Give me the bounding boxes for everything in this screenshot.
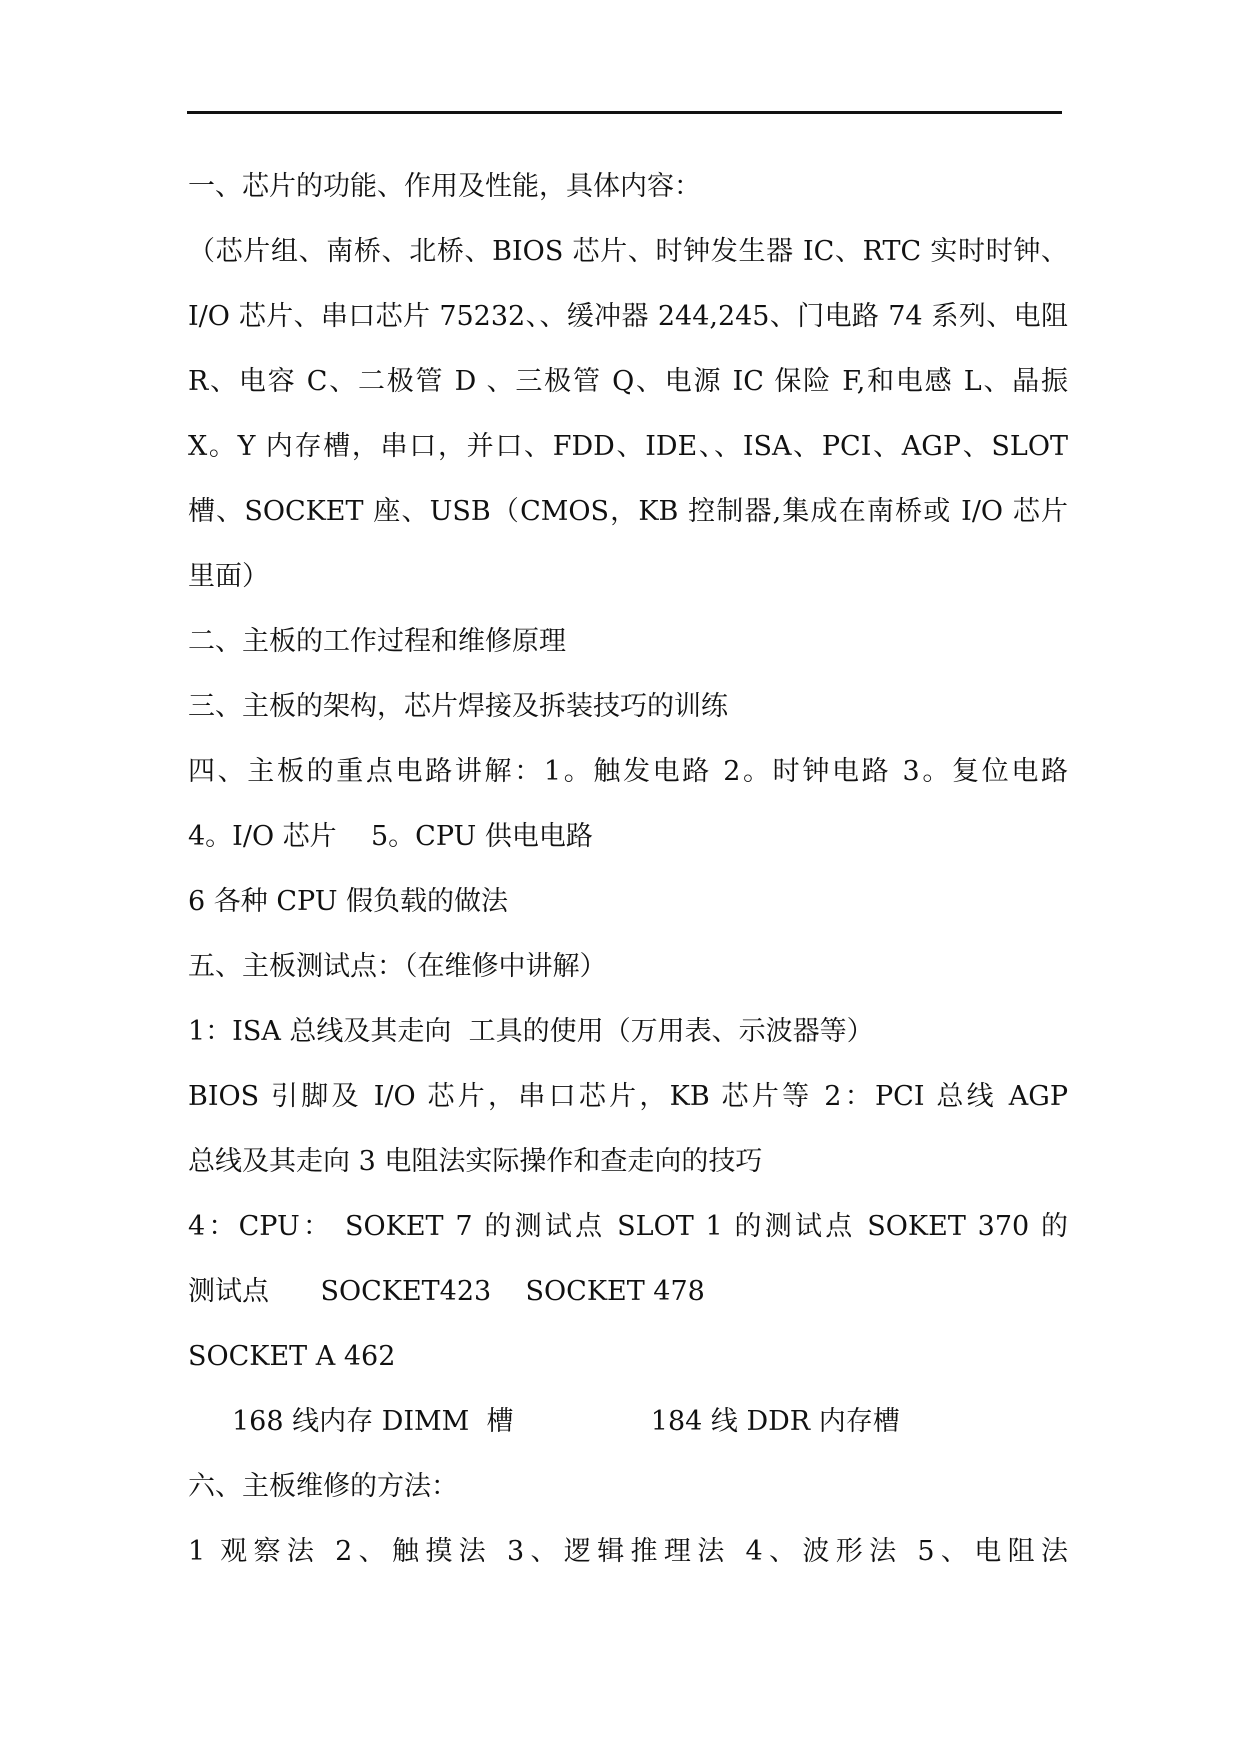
paragraph-line: 4。I/O 芯片 5。CPU 供电电路 — [188, 821, 593, 852]
section-5-heading: 五、主板测试点：（在维修中讲解） — [188, 951, 607, 982]
section-1-heading: 一、芯片的功能、作用及性能，具体内容： — [188, 171, 701, 202]
paragraph-line: SOCKET A 462 — [188, 1341, 396, 1372]
section-6-heading: 六、主板维修的方法： — [188, 1471, 458, 1502]
section-4-heading: 四、主板的重点电路讲解：1。触发电路 2。时钟电路 3。复位电路 — [188, 756, 1068, 787]
header-rule — [187, 111, 1062, 114]
paragraph-line: I/O 芯片、串口芯片 75232、、缓冲器 244,245、门电路 74 系列、电阻 — [188, 301, 1068, 332]
paragraph-line: 168 线内存 DIMM 槽 184 线 DDR 内存槽 — [232, 1406, 900, 1437]
paragraph-line: BIOS 引脚及 I/O 芯片，串口芯片，KB 芯片等 2：PCI 总线 AGP — [188, 1081, 1068, 1112]
paragraph-line: 里面） — [188, 561, 269, 592]
paragraph-line: 测试点 SOCKET423 SOCKET 478 — [188, 1276, 705, 1307]
paragraph-line: X。Y 内存槽，串口，并口、FDD、IDE、、ISA、PCI、AGP、SLOT — [188, 431, 1068, 462]
section-2-heading: 二、主板的工作过程和维修原理 — [188, 626, 566, 657]
document-body — [188, 154, 1068, 1584]
paragraph-line: 1 观察法 2、触摸法 3、逻辑推理法 4、波形法 5、电阻法 — [188, 1536, 1068, 1567]
paragraph-line: （芯片组、南桥、北桥、BIOS 芯片、时钟发生器 IC、RTC 实时时钟、 — [188, 236, 1068, 267]
paragraph-line: 6 各种 CPU 假负载的做法 — [188, 886, 509, 917]
paragraph-line: 槽、SOCKET 座、USB（CMOS，KB 控制器,集成在南桥或 I/O 芯片 — [188, 496, 1068, 527]
paragraph-line: 4：CPU： SOKET 7 的测试点 SLOT 1 的测试点 SOKET 370 的 — [188, 1211, 1068, 1242]
paragraph-line: 1：ISA 总线及其走向 工具的使用（万用表、示波器等） — [188, 1016, 874, 1047]
paragraph-line: 总线及其走向 3 电阻法实际操作和查走向的技巧 — [188, 1146, 763, 1177]
section-3-heading: 三、主板的架构，芯片焊接及拆装技巧的训练 — [188, 691, 728, 722]
paragraph-line: R、电容 C、二极管 D 、三极管 Q、电源 IC 保险 F,和电感 L、晶振 — [188, 366, 1068, 397]
